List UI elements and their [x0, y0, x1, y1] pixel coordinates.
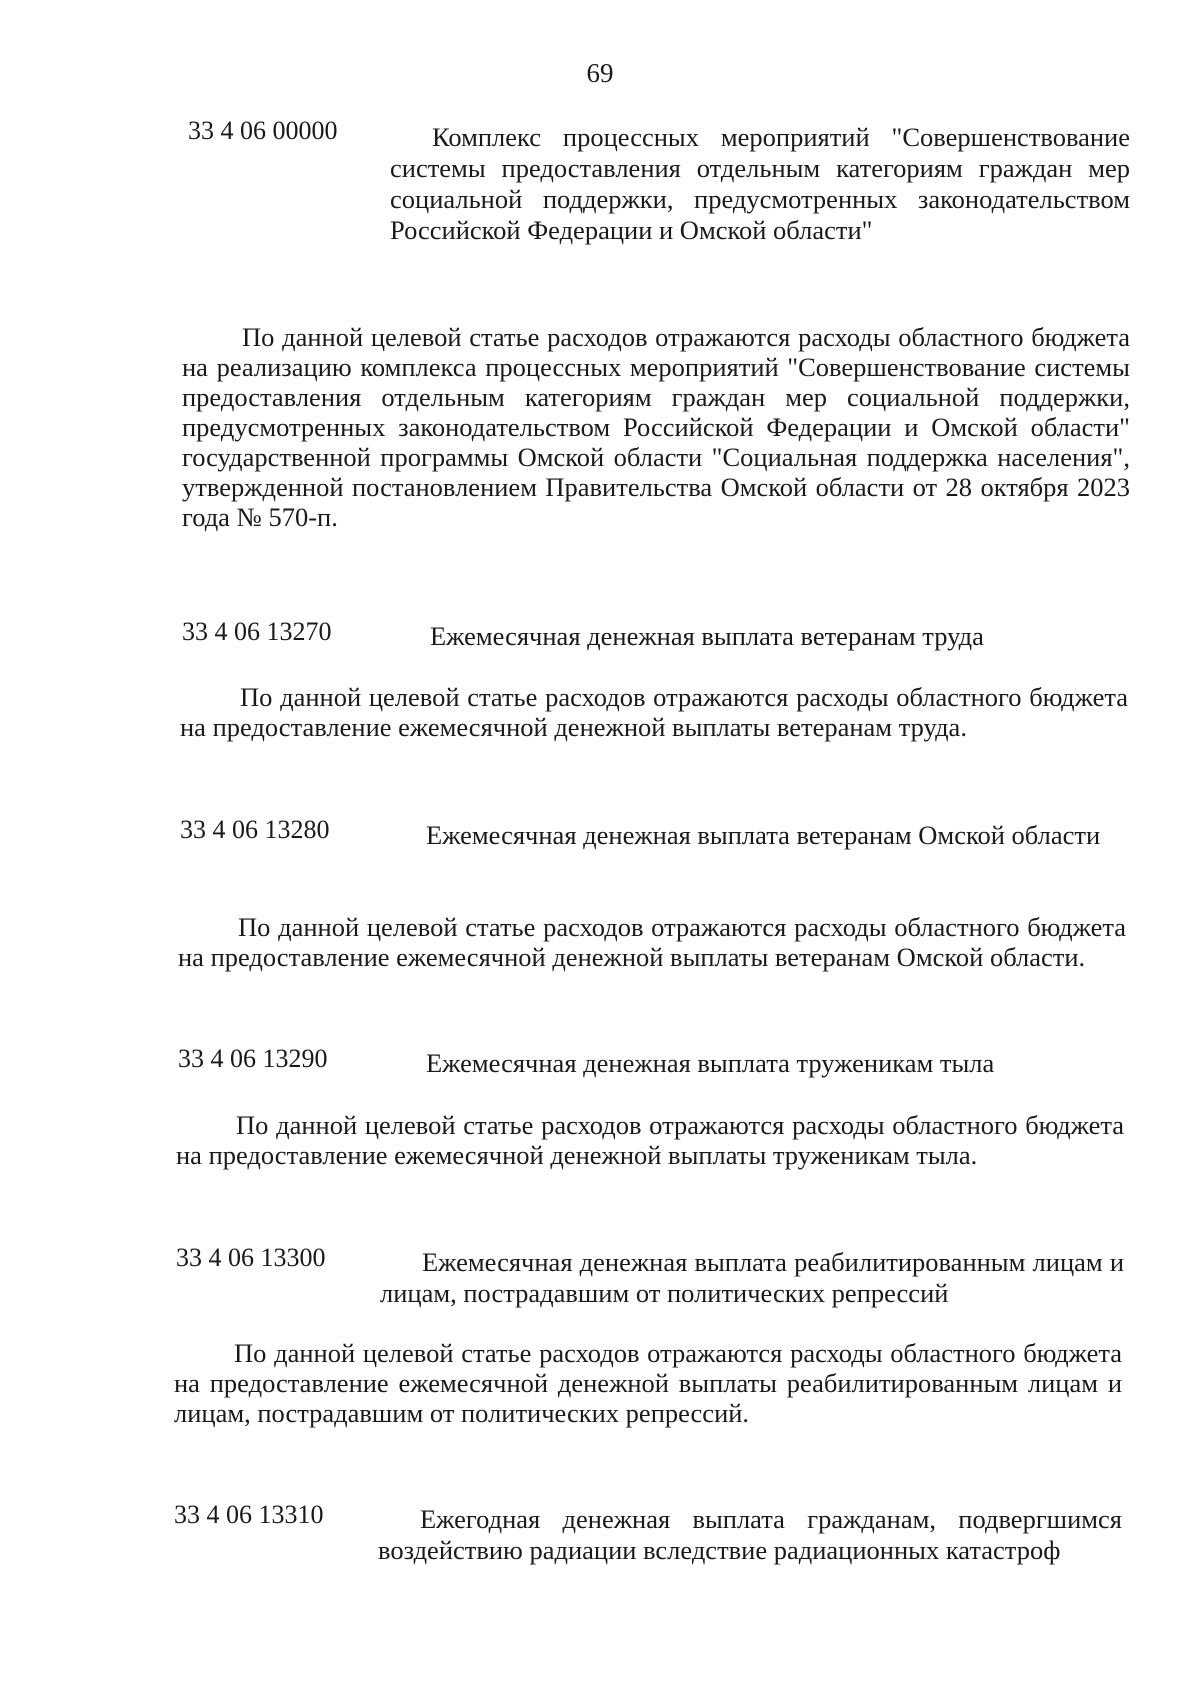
entry-title: [380, 1247, 1124, 1309]
entry-description: По данной целевой статье расходов отражаются расходы областного бюджета на предоставление ежемесячной денежной выплаты ветеранам Омской области.: [178, 912, 1126, 972]
entry-title: [384, 1048, 1134, 1079]
entry-title: [388, 621, 1138, 652]
entry-description: По данной целевой статье расходов отражаются расходы областного бюджета на предоставление ежемесячной денежной выплаты труженикам тыла.: [176, 1110, 1124, 1170]
entry-code: 33 4 06 13300: [176, 1243, 326, 1272]
entry-description: По данной целевой статье расходов отражаются расходы областного бюджета на предоставление ежемесячной денежной выплаты ветеранам труда.: [180, 682, 1128, 742]
entry-title-text: Ежегодная денежная выплата гражданам, подвергшимся воздействию радиации вследствие радиационных катастроф: [378, 1504, 1122, 1565]
entry-code: 33 4 06 13290: [178, 1044, 328, 1073]
entry-title: [378, 1504, 1122, 1566]
entry-code: 33 4 06 00000: [188, 116, 338, 145]
entry-title: [384, 820, 1126, 851]
entry-title-text: Ежемесячная денежная выплата реабилитированным лицам и лицам, пострадавшим от политических репрессий: [380, 1247, 1124, 1308]
entry-title-text: Ежемесячная денежная выплата ветеранам Омской области: [426, 820, 1101, 850]
entry-title: [390, 122, 1130, 246]
entry-description: По данной целевой статье расходов отражаются расходы областного бюджета на предоставление ежемесячной денежной выплаты реабилитированным лицам и лицам, пострадавшим от политических репрессий.: [174, 1338, 1122, 1428]
entry-code: 33 4 06 13280: [180, 815, 330, 844]
entry-title-text: Ежемесячная денежная выплата ветеранам труда: [430, 621, 984, 651]
entry-title-text: Ежемесячная денежная выплата труженикам тыла: [426, 1048, 995, 1078]
entry-title-text: Комплекс процессных мероприятий "Совершенствование системы предоставления отдельным категориям граждан мер социальной поддержки, предусмотренных законодательством Российской Федерации и Омской области": [390, 122, 1130, 245]
entry-description: По данной целевой статье расходов отражаются расходы областного бюджета на реализацию комплекса процессных мероприятий "Совершенствование системы предоставления отдельным категориям граждан мер социальной поддержки, предусмотренных законодательством Российской Федерации и Омской области" государственной программы Омской области "Социальная поддержка населения", утвержденной постановлением Правительства Омской области от 28 октября 2023 года № 570-п.: [182, 322, 1130, 532]
entry-code: 33 4 06 13310: [174, 1500, 324, 1529]
page-number: 69: [586, 58, 614, 88]
entry-code: 33 4 06 13270: [182, 617, 332, 646]
